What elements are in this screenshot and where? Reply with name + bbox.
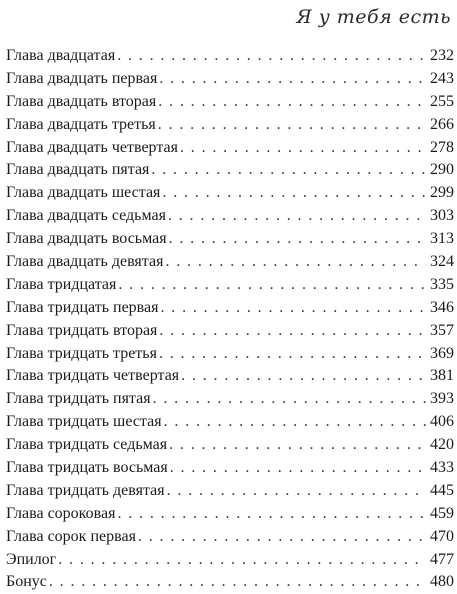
toc-entry-title: Глава двадцать третья (6, 115, 156, 133)
toc-entry (6, 251, 454, 274)
toc-entry-title: Глава тридцать пятая (6, 390, 151, 408)
toc-entry-title: Глава тридцать восьмая (6, 459, 168, 477)
dot-leader (165, 251, 426, 274)
toc-entry-page: 290 (430, 161, 454, 179)
dot-leader (158, 91, 426, 114)
dot-leader (138, 526, 426, 549)
toc-entry-title: Глава тридцать девятая (6, 481, 165, 499)
dot-leader (58, 549, 426, 572)
toc-entry-page: 324 (430, 253, 454, 271)
toc-entry-page: 313 (430, 230, 454, 248)
dot-leader (169, 228, 426, 251)
toc-entry-page: 335 (430, 275, 454, 293)
toc-entry-page: 299 (430, 184, 454, 202)
toc-entry-page: 278 (430, 138, 454, 156)
toc-entry-page: 477 (430, 550, 454, 568)
toc-entry-page: 346 (430, 298, 454, 316)
toc-entry-title: Глава тридцатая (6, 275, 117, 293)
toc-entry-page: 266 (430, 115, 454, 133)
toc-entry (6, 571, 454, 594)
toc-entry-page: 470 (430, 527, 454, 545)
toc-entry-page: 433 (430, 459, 454, 477)
toc-entry-title: Глава тридцать шестая (6, 413, 162, 431)
toc-entry-title: Глава тридцать четвертая (6, 367, 180, 385)
dot-leader (159, 320, 426, 343)
dot-leader (153, 388, 426, 411)
dot-leader (180, 137, 426, 160)
toc-entry-title: Глава тридцать седьмая (6, 436, 168, 454)
toc-entry (6, 503, 454, 526)
toc-entry-title: Глава двадцать первая (6, 69, 158, 87)
dot-leader (159, 343, 426, 366)
toc-entry-page: 255 (430, 92, 454, 110)
toc-entry (6, 549, 454, 572)
toc-entry (6, 91, 454, 114)
toc-entry (6, 526, 454, 549)
toc-entry-title: Глава двадцать четвертая (6, 138, 178, 156)
toc-entry-title: Глава двадцать девятая (6, 253, 164, 271)
toc-entry-title: Глава двадцать седьмая (6, 207, 166, 225)
dot-leader (159, 68, 426, 91)
toc-entry-page: 243 (430, 69, 454, 87)
toc-entry-title: Глава двадцать восьмая (6, 230, 167, 248)
toc-entry-title: Глава сороковая (6, 504, 116, 522)
toc-entry-title: Глава двадцать пятая (6, 161, 150, 179)
dot-leader (118, 274, 426, 297)
toc-entry-title: Глава тридцать вторая (6, 321, 158, 339)
dot-leader (181, 365, 426, 388)
toc-entry-page: 232 (430, 47, 454, 64)
dot-leader (169, 434, 426, 457)
toc-entry-title: Эпилог (6, 550, 57, 568)
toc-entry (6, 45, 454, 68)
toc-entry-page: 381 (430, 367, 454, 385)
toc-entry (6, 480, 454, 503)
toc-entry-title: Глава тридцать первая (6, 298, 159, 316)
toc-entry (6, 320, 454, 343)
toc-entry-page: 480 (430, 573, 454, 591)
toc-entry (6, 159, 454, 182)
dot-leader (117, 45, 426, 68)
dot-leader (49, 571, 426, 594)
toc-entry (6, 388, 454, 411)
dot-leader (158, 114, 426, 137)
dot-leader (160, 297, 426, 320)
toc-entry (6, 343, 454, 366)
toc-entry (6, 274, 454, 297)
toc-entry-title: Глава двадцать шестая (6, 184, 161, 202)
toc-entry-page: 406 (430, 413, 454, 431)
toc-entry (6, 68, 454, 91)
toc-entry-page: 303 (430, 207, 454, 225)
toc-entry-page: 357 (430, 321, 454, 339)
toc-entry-page: 420 (430, 436, 454, 454)
dot-leader (164, 411, 426, 434)
toc-entry (6, 297, 454, 320)
toc-entry-title: Глава двадцать вторая (6, 92, 157, 110)
toc-entry (6, 182, 454, 205)
dot-leader (167, 480, 426, 503)
running-header: Я у тебя есть (296, 6, 451, 28)
dot-leader (117, 503, 426, 526)
dot-leader (151, 159, 426, 182)
toc-entry-title: Глава тридцать третья (6, 344, 157, 362)
toc-entry-page: 393 (430, 390, 454, 408)
toc-entry-page: 369 (430, 344, 454, 362)
toc-entry-title: Глава двадцатая (6, 47, 116, 64)
dot-leader (162, 182, 426, 205)
toc-entry-page: 459 (430, 504, 454, 522)
dot-leader (168, 205, 426, 228)
toc-entry (6, 205, 454, 228)
toc-entry (6, 457, 454, 480)
toc-entry (6, 114, 454, 137)
toc-entry (6, 411, 454, 434)
toc-entry (6, 228, 454, 251)
toc-entry (6, 434, 454, 457)
toc-entry (6, 137, 454, 160)
dot-leader (170, 457, 426, 480)
table-of-contents (6, 45, 454, 594)
toc-entry-title: Глава сорок первая (6, 527, 136, 545)
toc-entry-title: Бонус (6, 573, 47, 591)
toc-entry-page: 445 (430, 481, 454, 499)
toc-entry (6, 365, 454, 388)
